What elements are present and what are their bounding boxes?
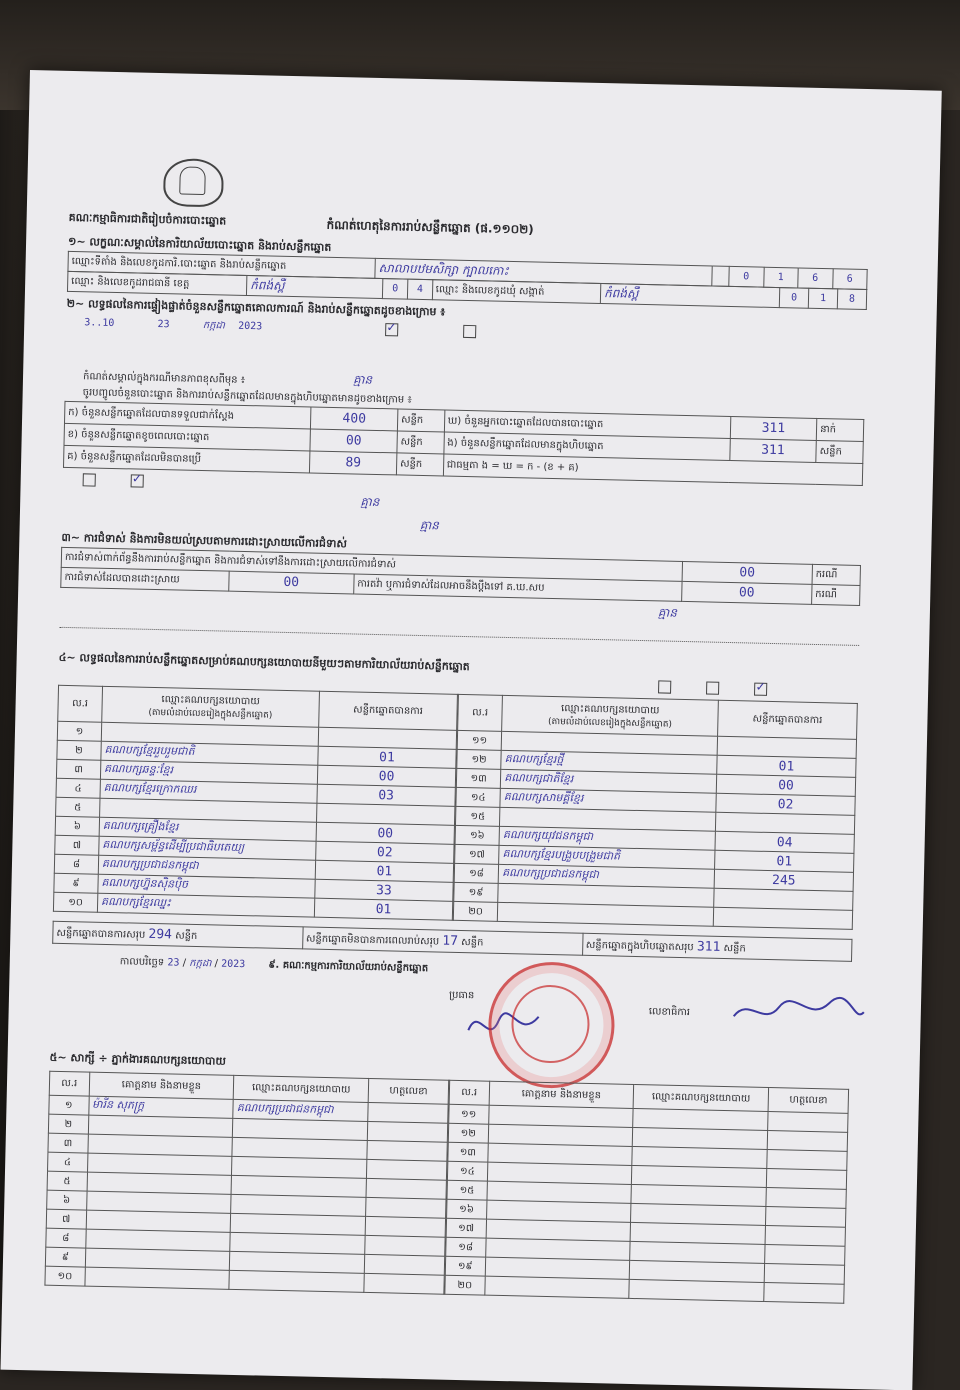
- count-day: 23: [157, 318, 170, 331]
- nec-emblem-icon: [163, 158, 224, 207]
- objection-r1-unit: ករណី: [812, 564, 861, 585]
- row-c-label: គ) ចំនួនសន្លឹកឆ្នោតដែលមិនបានប្រើ: [63, 445, 310, 473]
- witness-no: ១១: [449, 1104, 489, 1124]
- date-line: កាលបរិច្ឆេទ 23 / កក្កដា / 2023 ៩. គណៈកម្មការការិយាល័យរាប់សន្លឹកឆ្នោត: [119, 956, 429, 975]
- witness-name: [484, 1276, 629, 1298]
- witness-no: ៤: [48, 1152, 88, 1172]
- row-a-value: 400: [311, 407, 398, 431]
- witness-no: ២០: [445, 1275, 485, 1295]
- col-no-right: ល.រ: [458, 694, 503, 731]
- row-a-unit: សន្លឹក: [397, 409, 444, 432]
- extra1-value: គ្មាន: [360, 494, 380, 510]
- party-name: គណបក្សខ្មែរថ្មី: [501, 750, 717, 774]
- objection-r1-value: 00: [682, 561, 812, 584]
- party-name: គណបក្សឆន្ទៈខ្មែរ: [100, 760, 317, 784]
- extra-yes-checkbox[interactable]: [83, 473, 96, 486]
- code2-2: 8: [837, 289, 866, 310]
- party-no: ១៦: [455, 825, 500, 845]
- w-col-sign-right: ហត្ថលេខា: [768, 1088, 848, 1114]
- seal-ok-checkbox[interactable]: [385, 323, 398, 336]
- party-name: គណបក្សខ្មែរក្រោកឈរ: [100, 779, 317, 803]
- witness-sign: [367, 1140, 447, 1161]
- place-value: សាលាបឋមសិក្សា ក្បាលកោះ: [375, 258, 712, 286]
- section2-title: ២~ លទ្ធផលនៃការផ្ទៀងផ្ទាត់ចំនួនសន្លឹកឆ្នោតគោលការណ៍ និងរាប់សន្លឹកឆ្នោតដូចខាងក្រោម ៖: [66, 296, 446, 319]
- witness-party: [629, 1279, 764, 1301]
- ballot-count-form: [1, 70, 942, 1390]
- col-party-right: ឈ្មោះគណបក្សនយោបាយ (តាមលំដាប់លេខរៀងក្នុងសន្លឹកឆ្នោត): [502, 695, 719, 736]
- sheet1-checkbox[interactable]: [658, 680, 671, 693]
- party-no: ២: [57, 740, 101, 760]
- row-c-value: 89: [310, 451, 397, 475]
- results-table-right: [453, 694, 858, 930]
- row-e-value: 311: [729, 438, 816, 462]
- witness-sign: [768, 1112, 848, 1133]
- seal-broken-checkbox[interactable]: [463, 324, 476, 337]
- party-name: គណបក្សជាតិខ្មែរ: [501, 769, 717, 793]
- date-day: 23: [167, 957, 180, 969]
- witness-table-left: [44, 1071, 449, 1295]
- objection-r2b-value: 00: [682, 581, 812, 604]
- w-col-name-right: គោត្តនាម និងនាមខ្លួន: [489, 1081, 634, 1108]
- results-table-left: [53, 685, 458, 921]
- witness-no: ១៦: [447, 1199, 487, 1219]
- witness-sign: [367, 1159, 447, 1180]
- party-no: ២០: [453, 901, 498, 921]
- party-name: គណបក្សគ្រឿងខ្មែរ: [99, 817, 316, 841]
- witness-sign: [767, 1150, 847, 1171]
- code2-0: 0: [779, 288, 808, 309]
- party-name: គណបក្សប្រជាជនកម្ពុជា: [498, 864, 714, 888]
- party-votes: 02: [316, 841, 454, 863]
- province-code-0: 0: [383, 279, 408, 300]
- witness-sign: [365, 1235, 445, 1256]
- committee-label: ៩. គណៈកម្មការការិយាល័យរាប់សន្លឹកឆ្នោត: [268, 959, 429, 975]
- w-col-party-right: ឈ្មោះគណបក្សនយោបាយ: [633, 1084, 768, 1111]
- party-votes: 01: [715, 850, 854, 872]
- witness-no: ២: [48, 1114, 88, 1134]
- party-no: ៨: [54, 854, 98, 874]
- witness-sign: [364, 1273, 444, 1294]
- org-name: គណៈកម្មាធិការជាតិរៀបចំការបោះឆ្នោត: [68, 210, 227, 228]
- objection-r2b-label: ការតវ៉ា ឬការជំទាស់ដែលអាចនឹងប្តឹងទៅ គ.ឃ.សប: [354, 574, 683, 601]
- sheet3-checkbox[interactable]: [754, 683, 767, 696]
- chair-label: ប្រធាន: [448, 989, 475, 1002]
- w-col-party: ឈ្មោះគណបក្សនយោបាយ: [234, 1075, 369, 1102]
- count-year: 2023: [238, 320, 263, 333]
- witness-no: ១៨: [446, 1237, 486, 1257]
- total-valid: សន្លឹកឆ្នោតបានការសរុប 294 សន្លឹក: [53, 921, 303, 949]
- section4-checkboxes: [656, 680, 770, 696]
- row-e-unit: សន្លឹក: [816, 440, 863, 463]
- objection-r2-value: 00: [229, 571, 354, 594]
- col-no: ល.រ: [58, 685, 103, 722]
- witness-sign: [765, 1225, 845, 1246]
- party-name: គណបក្សហ្វ៊ុនស៊ិនប៉ិច: [98, 874, 315, 898]
- row-b-label: ខ) ចំនួនសន្លឹកឆ្នោតខូចពេលបោះឆ្នោត: [64, 423, 311, 451]
- party-name: គណបក្សខ្មែរឈ្នះ: [97, 893, 314, 917]
- party-name: គណបក្សសាមគ្គីខ្មែរ: [500, 788, 716, 812]
- witness-sign: [767, 1169, 847, 1190]
- objection-table: [60, 547, 861, 606]
- extra-no-checkbox[interactable]: [131, 474, 144, 487]
- section2-time-line: [84, 315, 864, 348]
- witness-table-right: [444, 1080, 849, 1304]
- dotted-line: [59, 627, 859, 646]
- party-votes: 00: [316, 822, 454, 844]
- party-votes: 33: [315, 879, 453, 901]
- code2-1: 1: [808, 288, 837, 309]
- witness-no: ១០: [45, 1266, 85, 1286]
- row-d-value: 311: [730, 416, 817, 440]
- witness-no: ១៧: [446, 1218, 486, 1238]
- objection-r2-label: ការជំទាស់ដែលបានដោះស្រាយ: [61, 567, 229, 591]
- count-table: [63, 401, 864, 486]
- party-no: ៣: [56, 759, 100, 779]
- commune-value: កំពង់ស្ពឺ: [600, 284, 780, 308]
- party-no: ១១: [457, 730, 502, 750]
- witness-sign: [365, 1216, 445, 1237]
- party-name: គណបក្សសម្ព័ន្ធដើម្បីប្រជាធិបតេយ្យ: [99, 836, 316, 860]
- secretary-label: លេខាធិការ: [648, 1006, 691, 1019]
- witness-no: ៣: [48, 1133, 88, 1153]
- party-no: ៤: [56, 778, 100, 798]
- party-no: ៥: [56, 797, 100, 817]
- province-value: កំពង់ស្ពឺ: [247, 275, 384, 298]
- official-seal-icon: [487, 961, 616, 1090]
- party-votes: 03: [317, 784, 455, 806]
- row-a-label: ក) ចំនួនសន្លឹកឆ្នោតដែលបានទទួលជាក់ស្តែង: [64, 401, 311, 429]
- witness-sign: [765, 1244, 845, 1265]
- witness-no: ៥: [47, 1171, 87, 1191]
- witness-sign: [764, 1263, 844, 1284]
- witness-party: គណបក្សប្រជាជនកម្ពុជា: [233, 1099, 368, 1121]
- witness-name: [84, 1267, 229, 1289]
- section5-title: ៥~ សាក្សី ÷ ភ្នាក់ងារគណបក្សនយោបាយ: [49, 1050, 227, 1068]
- form-title: កំណត់ហេតុនៃការរាប់សន្លឹកឆ្នោត (ផ.១១០២): [326, 217, 534, 237]
- party-name: គណបក្សខ្មែរបង្រួបបង្រួមជាតិ: [499, 845, 715, 869]
- w-col-no-right: ល.រ: [449, 1080, 489, 1105]
- witness-no: ៨: [46, 1228, 86, 1248]
- col-party: ឈ្មោះគណបក្សនយោបាយ (តាមលំដាប់លេខរៀងក្នុងសន្លឹកឆ្នោត): [102, 686, 320, 727]
- witness-no: ១៩: [445, 1256, 485, 1276]
- party-votes: 02: [716, 793, 855, 815]
- witness-name: ម៉ារីន សុភក្រ្ត: [88, 1096, 233, 1118]
- party-no: ១៨: [454, 863, 499, 883]
- witness-party: [229, 1270, 364, 1292]
- witness-sign: [366, 1197, 446, 1218]
- col-votes-right: សន្លឹកឆ្នោតបានការ: [718, 700, 858, 739]
- party-no: ៩: [54, 873, 98, 893]
- extra2-value: គ្មាន: [419, 517, 439, 533]
- party-no: ៧: [55, 835, 99, 855]
- witness-sign: [764, 1282, 844, 1303]
- date-month: កក្កដា: [189, 957, 212, 970]
- witness-no: ១៣: [448, 1142, 488, 1162]
- party-name: គណបក្សខ្មែររួបរួមជាតិ: [101, 741, 318, 765]
- objection-r2b-unit: ករណី: [811, 584, 860, 605]
- count-intro: ចូរបញ្ចូលចំនួនបោះឆ្នោត និងការរាប់សន្លឹកឆ្នោតដែលមានក្នុងហិបឆ្នោតមានដូចខាងក្រោម ៖: [82, 387, 412, 406]
- party-name: គណបក្សប្រជាជនកម្ពុជា: [98, 855, 315, 879]
- witness-sign: [767, 1131, 847, 1152]
- party-no: ១៤: [456, 787, 501, 807]
- witness-no: ៧: [46, 1209, 86, 1229]
- objection-note-value: គ្មាន: [657, 605, 678, 620]
- total-invalid: សន្លឹកឆ្នោតមិនបានការពេលរាប់សរុប 17 សន្លឹក: [302, 927, 582, 955]
- code1-2: 6: [798, 268, 833, 289]
- section3-title: ៣~ ការជំទាស់ និងការមិនយល់ស្របតាមការដោះស្រាយលើការជំទាស់: [61, 530, 348, 551]
- witness-sign: [766, 1206, 846, 1227]
- party-no: ១៣: [456, 768, 501, 788]
- witness-no: ១២: [448, 1123, 488, 1143]
- date-year: 2023: [220, 958, 246, 971]
- party-votes: 00: [317, 765, 455, 787]
- formula: ជាធម្មតា ង = ឃ = ក - (ខ + គ): [443, 454, 863, 486]
- witness-no: ៩: [45, 1247, 85, 1267]
- party-no: ៦: [55, 816, 99, 836]
- party-no: ១: [57, 721, 101, 741]
- party-no: ១០: [53, 892, 97, 912]
- col-votes: សន្លឹកឆ្នោតបានការ: [319, 691, 458, 730]
- row-b-unit: សន្លឹក: [397, 431, 444, 454]
- commune-label: ឈ្មោះ និងលេខកូដឃុំ សង្កាត់: [432, 280, 601, 304]
- province-code-1: 4: [407, 279, 432, 300]
- witness-no: ១៥: [447, 1180, 487, 1200]
- party-no: ១៥: [455, 806, 500, 826]
- party-votes: 01: [318, 746, 456, 768]
- sheet2-checkbox[interactable]: [706, 682, 719, 695]
- total-box: សន្លឹកឆ្នោតក្នុងហិបឆ្នោតសរុប 311 សន្លឹក: [582, 933, 852, 961]
- witness-no: ១: [49, 1095, 89, 1115]
- party-votes: 01: [314, 898, 452, 920]
- party-no: ១៧: [455, 844, 500, 864]
- row-d-unit: នាក់: [816, 418, 863, 441]
- row-b-value: 00: [310, 429, 397, 453]
- w-col-no: ល.រ: [49, 1071, 89, 1096]
- province-label: ឈ្មោះ និងលេខកូដរាជធានី ខេត្ត: [67, 271, 247, 295]
- party-votes: 245: [714, 869, 853, 891]
- party-no: ១៩: [454, 882, 499, 902]
- party-votes: 00: [716, 774, 855, 796]
- code1-1: 1: [763, 267, 798, 288]
- section2-note-label: កំណត់សម្គាល់ក្នុងករណីមានភាពខុសពីមុន ៖: [82, 371, 246, 386]
- code1-3: 6: [832, 269, 867, 290]
- party-name: [498, 902, 714, 926]
- count-hour: 3..10: [84, 317, 115, 329]
- witness-sign: [364, 1254, 444, 1275]
- witness-no: ១៤: [447, 1161, 487, 1181]
- section4-title: ៤~ លទ្ធផលនៃការរាប់សន្លឹកឆ្នោតសម្រាប់គណបក្សនយោបាយនីមួយៗតាមការិយាល័យរាប់សន្លឹកឆ្នោត: [58, 650, 470, 674]
- place-label: ឈ្មោះទីតាំង និងលេខកូដការិ.បោះឆ្នោត និងរាប់សន្លឹកឆ្នោត: [68, 251, 375, 278]
- witness-sign: [766, 1187, 846, 1208]
- row-d-label: ឃ) ចំនួនអ្នកបោះឆ្នោតដែលបានបោះឆ្នោត: [444, 410, 730, 438]
- w-col-sign: ហត្ថលេខា: [368, 1078, 448, 1104]
- party-name: គណបក្សយុវជនកម្ពុជា: [499, 826, 715, 850]
- witness-sign: [367, 1121, 447, 1142]
- witness-sign: [366, 1178, 446, 1199]
- w-col-name: គោត្តនាម និងនាមខ្លួន: [89, 1072, 234, 1099]
- witness-no: ៦: [47, 1190, 87, 1210]
- objection-r1-label: ការជំទាស់ពាក់ព័ន្ធនឹងការរាប់សន្លឹកឆ្នោត និងការជំទាស់ទៅនឹងការដោះស្រាយលើការជំទាស់: [61, 547, 682, 581]
- section2-note-value: គ្មាន: [352, 372, 373, 387]
- count-month: កក្កដា: [202, 319, 226, 332]
- party-no: ១២: [457, 749, 502, 769]
- section1-title: ១~ លក្ខណៈសម្គាល់នៃការិយាល័យបោះឆ្នោត និងរាប់សន្លឹកឆ្នោត: [67, 234, 332, 254]
- party-votes: 04: [715, 831, 854, 853]
- party-votes: [713, 907, 852, 929]
- row-c-unit: សន្លឹក: [396, 453, 443, 476]
- witness-sign: [368, 1102, 448, 1123]
- party-votes: 01: [315, 860, 453, 882]
- row-e-label: ង) ចំនួនសន្លឹកឆ្នោតដែលមានក្នុងហិបឆ្នោត: [444, 432, 730, 460]
- party-votes: 01: [717, 755, 856, 777]
- secretary-signature: [728, 991, 869, 1034]
- code1-0: 0: [729, 266, 764, 287]
